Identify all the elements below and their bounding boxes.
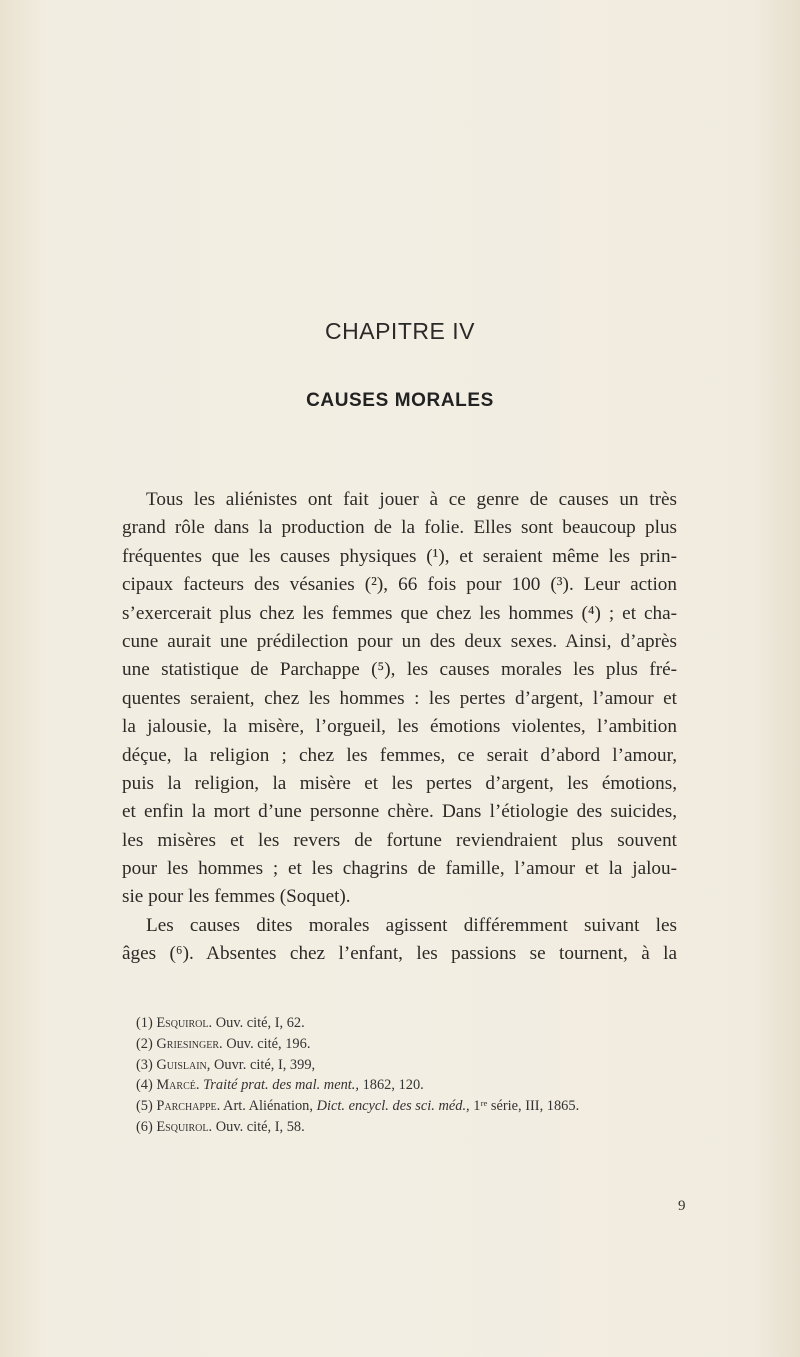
footnote (136, 1075, 696, 1096)
footnote-author: Esquirol. (156, 1118, 213, 1135)
body-text (122, 486, 677, 969)
footnote (136, 1117, 696, 1138)
footnote (136, 1034, 696, 1055)
footnote-author: Parchappe. (156, 1098, 221, 1115)
footnote-title: Traité prat. des mal. ment., (203, 1077, 359, 1094)
footnote-number: (2) (136, 1035, 153, 1052)
footnotes (136, 1013, 696, 1138)
footnote-author: Esquirol. (156, 1015, 213, 1031)
section-title: CAUSES MORALES (306, 390, 494, 411)
footnote-ref: Art. Aliénation, (223, 1098, 313, 1115)
body-line: et enfin la mort d’une personne chère. Dans l’étiologie des suicides, (122, 801, 677, 823)
body-line: pour les hommes ; et les chagrins de famille, l’amour et la jalou- (122, 858, 677, 880)
footnote-ref: Ouv. cité, 196. (226, 1035, 311, 1052)
footnote-number: (1) (136, 1015, 153, 1031)
body-line: puis la religion, la misère et les pertes d’argent, les émotions, (122, 772, 677, 794)
body-line: s’exercerait plus chez les femmes que chez les hommes (⁴) ; et cha- (122, 602, 677, 624)
footnote-title: Dict. encycl. des sci. méd., (316, 1098, 470, 1115)
body-line: fréquentes que les causes physiques (¹), et seraient même les prin- (122, 545, 677, 567)
chapter-heading: CHAPITRE IV (325, 318, 475, 344)
footnote-author: Griesinger. (156, 1035, 223, 1052)
footnote-number: (5) (136, 1098, 153, 1115)
footnote (136, 1055, 696, 1076)
footnote-ref: Ouvr. cité, I, 399, (214, 1056, 316, 1073)
footnote-ref: Ouv. cité, I, 58. (215, 1118, 305, 1135)
body-line: Les causes dites morales agissent différemment suivant les (146, 914, 677, 936)
body-line: quentes seraient, chez les hommes : les pertes d’argent, l’amour et (122, 687, 677, 709)
footnote-number: (6) (136, 1118, 153, 1135)
body-line: la jalousie, la misère, l’orgueil, les émotions violentes, l’ambition (122, 716, 677, 738)
body-line: Tous les aliénistes ont fait jouer à ce genre de causes un très (146, 489, 677, 510)
footnote-tail: 1862, 120. (362, 1077, 424, 1094)
body-line: déçue, la religion ; chez les femmes, ce serait d’abord l’amour, (122, 744, 677, 766)
body-line: âges (⁶). Absentes chez l’enfant, les passions se tournent, à la (122, 943, 677, 965)
footnote-tail: 1ʳᵉ série, III, 1865. (473, 1098, 580, 1115)
footnote-author: Guislain, (156, 1056, 211, 1073)
footnote-ref: Ouv. cité, I, 62. (215, 1015, 305, 1031)
footnote-number: (3) (136, 1056, 153, 1073)
footnote (136, 1013, 696, 1034)
body-line: une statistique de Parchappe (⁵), les causes morales les plus fré- (122, 659, 677, 681)
footnote-number: (4) (136, 1077, 153, 1094)
body-line: cipaux facteurs des vésanies (²), 66 fois pour 100 (³). Leur action (122, 574, 677, 596)
footnote-author: Marcé. (156, 1077, 200, 1094)
body-line: sie pour les femmes (Soquet). (122, 886, 351, 908)
body-line: les misères et les revers de fortune reviendraient plus souvent (122, 829, 677, 851)
page-number: 9 (678, 1198, 686, 1214)
body-line: grand rôle dans la production de la folie. Elles sont beaucoup plus (122, 517, 677, 539)
body-line: cune aurait une prédilection pour un des deux sexes. Ainsi, d’après (122, 630, 677, 652)
footnote (136, 1096, 696, 1117)
